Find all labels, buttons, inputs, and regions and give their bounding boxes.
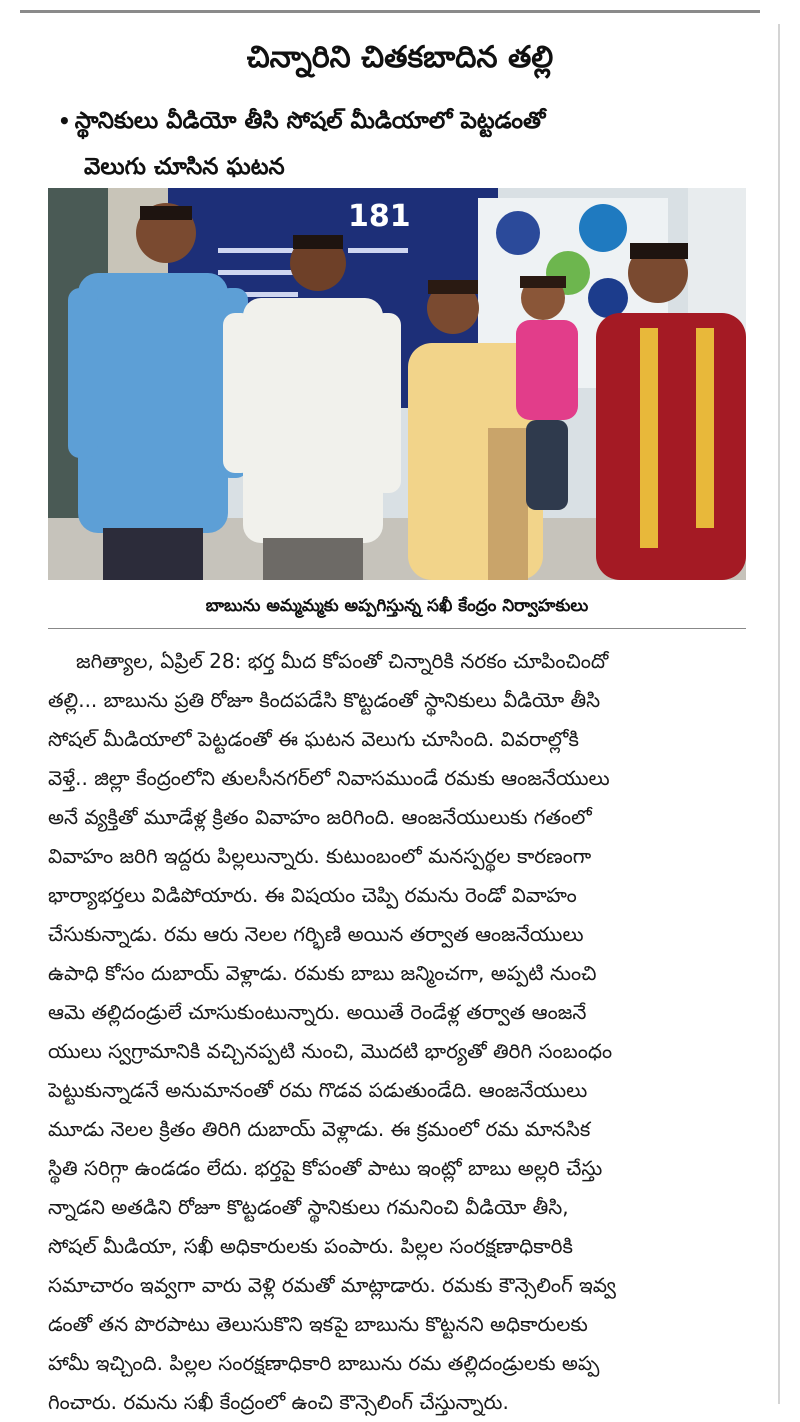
subheadline-line-2: వెలుగు చూసిన ఘటన — [84, 154, 285, 180]
headline: చిన్నారిని చితకబాదిన తల్లి — [246, 40, 554, 75]
body-line: మూడు నెలల క్రితం తిరిగి దుబాయ్ వెళ్లాడు. ఈ క్రమంలో రమ మానసిక — [48, 1117, 591, 1141]
body-line: గించారు. రమను సఖీ కేంద్రంలో ఉంచి కౌన్సెలింగ్ చేస్తున్నారు. — [48, 1390, 509, 1414]
body-line: చేసుకున్నాడు. రమ ఆరు నెలల గర్భిణి అయిన తర్వాత ఆంజనేయులు — [48, 922, 584, 946]
top-rule — [20, 10, 760, 13]
body-line: న్నాడని అతడిని రోజూ కొట్టడంతో స్థానికులు గమనించి వీడియో తీసి, — [48, 1195, 569, 1219]
body-line: యులు స్వగ్రామానికి వచ్చినప్పటి నుంచి, మొదటి భార్యతో తిరిగి సంబంధం — [48, 1039, 613, 1063]
body-line: ఆమె తల్లిదండ్రులే చూసుకుంటున్నారు. అయితే రెండేళ్ల తర్వాత ఆంజనే — [48, 1000, 587, 1024]
body-line: భార్యాభర్తలు విడిపోయారు. ఈ విషయం చెప్పి రమను రెండో వివాహం — [48, 883, 577, 907]
body-line: పెట్టుకున్నాడనే అనుమానంతో రమ గొడవ పడుతుండేది. ఆంజనేయులు — [48, 1078, 588, 1102]
column-divider — [778, 24, 780, 1404]
body-line: తల్లి... బాబును ప్రతి రోజూ కిందపడేసి కొట్టడంతో స్థానికులు వీడియో తీసి — [48, 688, 601, 712]
subheadline — [58, 98, 758, 190]
article-body — [48, 642, 748, 1422]
subheadline-line-1: స్థానికులు వీడియో తీసి సోషల్ మీడియాలో పెట్టడంతో — [74, 108, 546, 134]
body-line: సోషల్ మీడియాలో పెట్టడంతో ఈ ఘటన వెలుగు చూసింది. వివరాల్లోకి — [48, 727, 579, 751]
news-photo — [48, 188, 746, 580]
body-line: వెళ్తే.. జిల్లా కేంద్రంలోని తులసీనగర్‌లో నివాసముండే రమకు ఆంజనేయులు — [48, 766, 610, 790]
body-line: ఉపాధి కోసం దుబాయ్ వెళ్లాడు. రమకు బాబు జన్మించగా, అప్పటి నుంచి — [48, 961, 597, 985]
body-line: స్థితి సరిగ్గా ఉండడం లేదు. భర్తపై కోపంతో పాటు ఇంట్లో బాబు అల్లరి చేస్తు — [48, 1156, 603, 1180]
caption-divider — [48, 628, 746, 629]
bullet-icon: • — [58, 109, 71, 133]
body-line: సమాచారం ఇవ్వగా వారు వెళ్లి రమతో మాట్లాడారు. రమకు కౌన్సెలింగ్ ఇవ్వ — [48, 1273, 616, 1297]
photo-caption: బాబును అమ్మమ్మకు అప్పగిస్తున్న సఖీ కేంద్రం నిర్వాహకులు — [205, 596, 589, 616]
body-line: సోషల్ మీడియా, సఖీ అధికారులకు పంపారు. పిల్లల సంరక్షణాధికారికి — [48, 1234, 573, 1258]
body-line: హామీ ఇచ్చింది. పిల్లల సంరక్షణాధికారి బాబును రమ తల్లిదండ్రులకు అప్ప — [48, 1351, 600, 1375]
body-line: వివాహం జరిగి ఇద్దరు పిల్లలున్నారు. కుటుంబంలో మనస్పర్థల కారణంగా — [48, 844, 592, 868]
body-line: డంతో తన పొరపాటు తెలుసుకొని ఇకపై బాబును కొట్టనని అధికారులకు — [48, 1312, 588, 1336]
poster-number: 181 — [348, 199, 411, 234]
body-line: జగిత్యాల, ఏప్రిల్ 28: భర్త మీద కోపంతో చిన్నారికి నరకం చూపించిందో — [76, 649, 609, 673]
body-line: అనే వ్యక్తితో మూడేళ్ల క్రితం వివాహం జరిగింది. ఆంజనేయులుకు గతంలో — [48, 805, 592, 829]
